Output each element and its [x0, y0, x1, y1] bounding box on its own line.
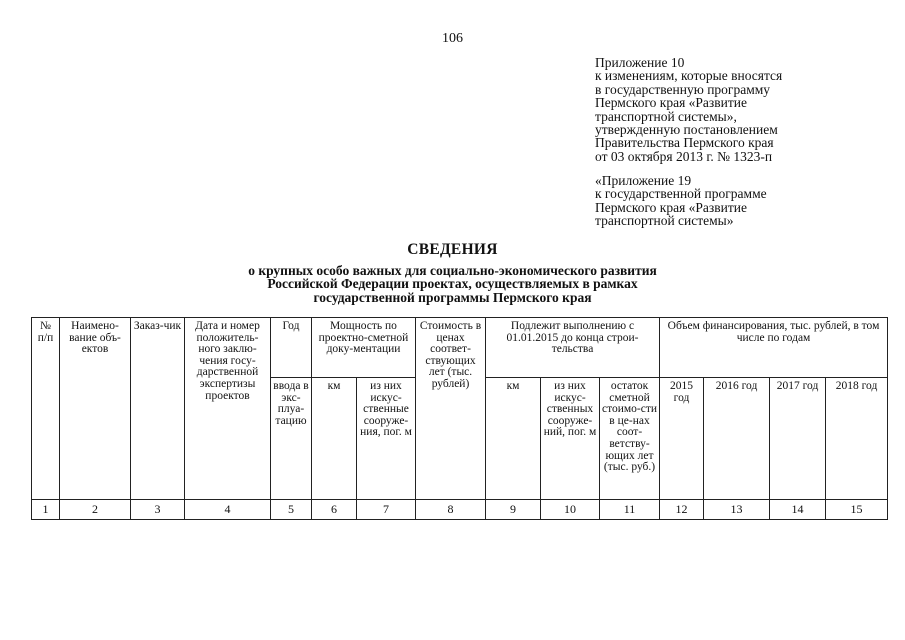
column-number: 4: [185, 500, 271, 520]
annex-line: Правительства Пермского края: [595, 135, 774, 151]
annex-line: «Приложение 19: [595, 173, 692, 188]
header-cell-remaining-km: км: [486, 378, 541, 500]
annex-line: утвержденную постановлением: [595, 122, 778, 138]
column-number: 5: [271, 500, 312, 520]
annex-line: транспортной системы»,: [595, 108, 737, 124]
header-cell-year-2018: 2018 год: [826, 378, 888, 500]
header-cell-cost: Стоимость в ценах соответ-ствующих лет (тыс. рублей): [416, 318, 486, 500]
header-cell-remaining: Подлежит выполнению с 01.01.2015 до конца строи-тельства: [486, 318, 660, 378]
column-number: 1: [32, 500, 60, 520]
subtitle-line: Российской Федерации проектах, осуществляемых в рамках: [267, 276, 638, 292]
column-number: 12: [660, 500, 704, 520]
header-cell-num: № п/п: [32, 318, 60, 500]
header-cell-year-2017: 2017 год: [770, 378, 826, 500]
header-cell-funding: Объем финансирования, тыс. рублей, в том числе по годам: [660, 318, 888, 378]
header-cell-remaining-cost: остаток сметной стоимо-сти в це-нах соот-ветству-ющих лет (тыс. руб.): [600, 378, 660, 500]
annex-header-2: [595, 174, 895, 228]
column-number: 15: [826, 500, 888, 520]
annex-line: Пермского края «Развитие: [595, 199, 747, 215]
header-cell-capacity-structures: из них искус-ственные сооруже-ния, пог. м: [357, 378, 416, 500]
column-number: 6: [312, 500, 357, 520]
header-cell-capacity-km: км: [312, 378, 357, 500]
table-header-row: [32, 318, 888, 378]
header-cell-remaining-structures: из них искус-ственных сооруже-ний, пог. м: [541, 378, 600, 500]
header-cell-capacity: Мощность по проектно-сметной доку-ментации: [312, 318, 416, 378]
header-cell-year-2015: 2015 год: [660, 378, 704, 500]
header-cell-customer: Заказ-чик: [131, 318, 185, 500]
column-number: 10: [541, 500, 600, 520]
column-number: 9: [486, 500, 541, 520]
annex-line: Пермского края «Развитие: [595, 95, 747, 111]
header-cell-expertise: Дата и номер положитель-ного заклю-чения госу-дарственной экспертизы проектов: [185, 318, 271, 500]
projects-table: [31, 317, 888, 520]
column-number: 3: [131, 500, 185, 520]
header-cell-year-commissioning: ввода в экс-плуа-тацию: [271, 378, 312, 500]
column-number: 2: [60, 500, 131, 520]
document-title: СВЕДЕНИЯ: [407, 241, 498, 258]
column-number: 8: [416, 500, 486, 520]
column-number: 7: [357, 500, 416, 520]
annex-line: Приложение 10: [595, 55, 685, 70]
column-number: 13: [704, 500, 770, 520]
column-number: 11: [600, 500, 660, 520]
annex-header: [595, 56, 895, 163]
subtitle-line: государственной программы Пермского края: [313, 289, 592, 305]
annex-line: к государственной программе: [595, 186, 767, 202]
page-number: 106: [442, 31, 463, 46]
header-cell-year: Год: [271, 318, 312, 378]
header-cell-name: Наимено-вание объ-ектов: [60, 318, 131, 500]
annex-line: от 03 октября 2013 г. № 1323-п: [595, 148, 773, 164]
annex-line: к изменениям, которые вносятся: [595, 68, 783, 84]
column-number-row: [32, 500, 888, 520]
subtitle-line: о крупных особо важных для социально-экономического развития: [248, 263, 657, 278]
header-cell-year-2016: 2016 год: [704, 378, 770, 500]
column-number: 14: [770, 500, 826, 520]
annex-line: в государственную программу: [595, 81, 771, 97]
annex-line: транспортной системы»: [595, 213, 734, 229]
document-subtitle: [0, 264, 905, 304]
